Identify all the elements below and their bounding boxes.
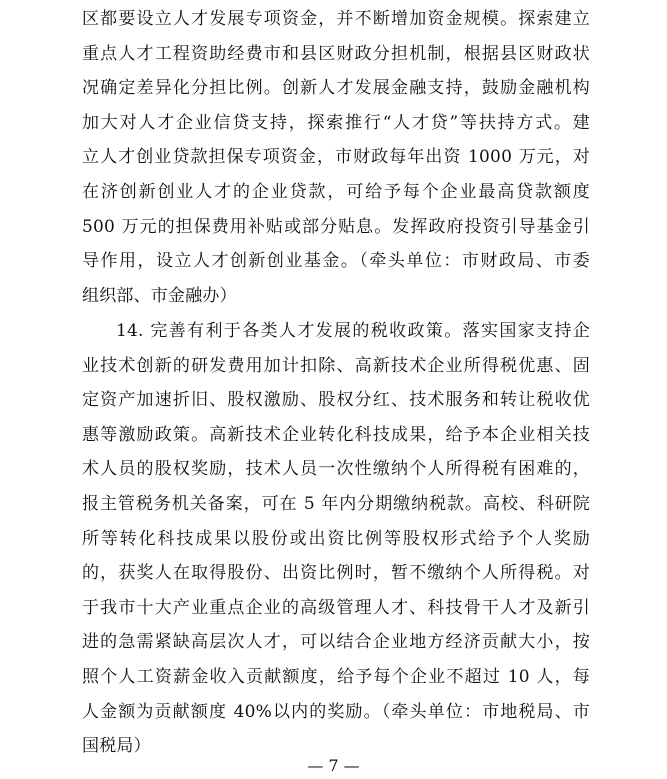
text-line: 导作用，设立人才创新创业基金。（牵头单位：市财政局、市委 — [82, 251, 590, 272]
text-line: 的，获奖人在取得股份、出资比例时，暂不缴纳个人所得税。对 — [82, 563, 590, 584]
text-line: 于我市十大产业重点企业的高级管理人才、科技骨干人才及新引 — [82, 597, 590, 618]
text-line: 人金额为贡献额度 40%以内的奖励。（牵头单位：市地税局、市 — [82, 701, 590, 722]
page-number: — 7 — — [307, 756, 360, 775]
text-line: 报主管税务机关备案，可在 5 年内分期缴纳税款。高校、科研院 — [82, 493, 590, 514]
section-heading-line: 14. 完善有利于各类人才发展的税收政策。落实国家支持企 — [116, 321, 590, 341]
text-line: 重点人才工程资助经费市和县区财政分担机制，根据县区财政状 — [82, 43, 590, 64]
text-line: 惠等激励政策。高新技术企业转化科技成果，给予本企业相关技 — [82, 424, 590, 445]
text-line: 立人才创业贷款担保专项资金，市财政每年出资 1000 万元，对 — [82, 147, 590, 168]
text-line: 区都要设立人才发展专项资金，并不断增加资金规模。探索建立 — [82, 9, 590, 29]
paragraph-tax-policy — [82, 314, 590, 764]
text-line: 进的急需紧缺高层次人才，可以结合企业地方经济贡献大小，按 — [82, 632, 590, 653]
text-line: 定资产加速折旧、股权激励、股权分红、技术服务和转让税收优 — [82, 390, 590, 411]
paragraph-talent-funding — [82, 2, 590, 313]
text-line: 500 万元的担保费用补贴或部分贴息。发挥政府投资引导基金引 — [82, 216, 590, 237]
text-line: 术人员的股权奖励，技术人员一次性缴纳个人所得税有困难的， — [82, 459, 590, 480]
text-line: 况确定差异化分担比例。创新人才发展金融支持，鼓励金融机构 — [82, 78, 590, 99]
text-line: 照个人工资薪金收入贡献额度，给予每个企业不超过 10 人，每 — [82, 666, 590, 687]
text-line: 加大对人才企业信贷支持，探索推行“人才贷”等扶持方式。建 — [82, 112, 590, 133]
text-line: 所等转化科技成果以股份或出资比例等股权形式给予个人奖励 — [82, 528, 590, 549]
text-line: 在济创新创业人才的企业贷款，可给予每个企业最高贷款额度 — [82, 181, 590, 202]
text-line: 业技术创新的研发费用加计扣除、高新技术企业所得税优惠、固 — [82, 355, 590, 376]
text-line: 组织部、市金融办） — [82, 285, 237, 306]
text-line: 国税局） — [82, 736, 151, 757]
